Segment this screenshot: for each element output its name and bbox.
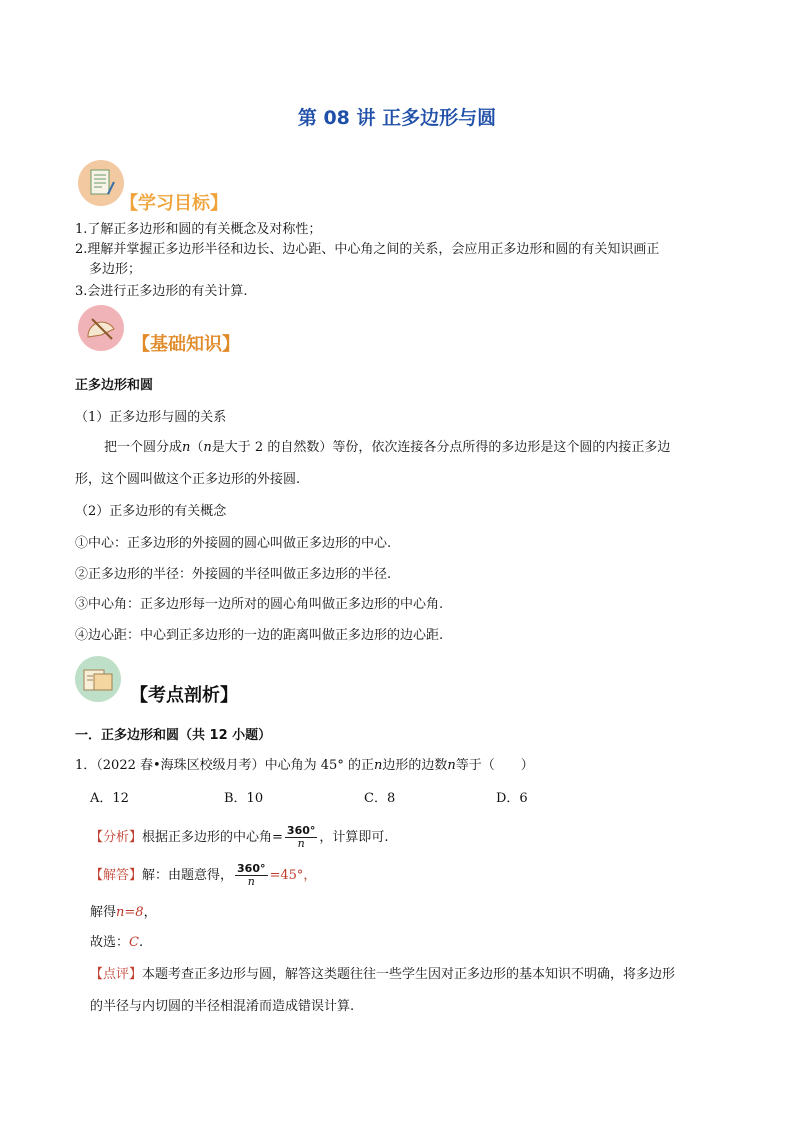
choose-line: 故选：C. (90, 935, 144, 950)
analysis-heading: 【考点剖析】 (130, 685, 238, 706)
comment-line: 的半径与内切圆的半径相混淆而造成错误计算. (90, 999, 355, 1014)
answer-line: 【解答】解：由题意得， $\frac{360^\circ}{n}$ =45°， (90, 862, 317, 888)
concept-item: ④边心距：中心到正多边形的一边的距离叫做正多边形的边心距. (75, 628, 444, 643)
option-c: C．8 (364, 791, 396, 806)
analysis-line: 【分析】根据正多边形的中心角= $\frac{360^\circ}{n}$ ，计算即可. (90, 824, 389, 850)
concept-item: ②正多边形的半径：外接圆的半径叫做正多边形的半径. (75, 567, 392, 582)
documents-icon (75, 656, 121, 702)
basics-subtitle: 正多边形和圆 (75, 378, 154, 393)
notebook-icon (78, 160, 124, 206)
paragraph-text: 形，这个圆叫做这个正多边形的外接圆. (75, 472, 301, 487)
option-d: D．6 (496, 791, 528, 806)
fraction: $\frac{360^\circ}{n}$ (237, 862, 266, 888)
goal-item: 1.了解正多边形和圆的有关概念及对称性； (75, 222, 322, 237)
option-a: A．12 (90, 791, 129, 806)
topic-heading: 一．正多边形和圆（共 12 小题） (75, 728, 272, 743)
solve-line: 解得n=8， (90, 905, 157, 920)
basics-heading: 【基础知识】 (132, 334, 240, 355)
comment-line: 【点评】本题考查正多边形与圆，解答这类题往往一些学生因对正多边形的基本知识不明确，将多边形 (90, 967, 676, 982)
paragraph-title: （1）正多边形与圆的关系 (75, 410, 227, 425)
protractor-icon (78, 305, 124, 351)
option-b: B．10 (224, 791, 264, 806)
goal-item: 多边形； (89, 262, 142, 277)
page-title: 第 08 讲 正多边形与圆 (297, 107, 497, 129)
goal-item: 2.理解并掌握正多边形半径和边长、边心距、中心角之间的关系，会应用正多边形和圆的有关知识画正 (75, 242, 660, 257)
paragraph-title: （2）正多边形的有关概念 (75, 504, 227, 519)
concept-item: ①中心：正多边形的外接圆的圆心叫做正多边形的中心. (75, 536, 392, 551)
question-stem: 1．（2022 春•海珠区校级月考）中心角为 45° 的正n边形的边数n等于（ ） (75, 758, 534, 773)
concept-item: ③中心角：正多边形每一边所对的圆心角叫做正多边形的中心角. (75, 597, 444, 612)
goals-heading: 【学习目标】 (120, 193, 228, 214)
fraction: $\frac{360^\circ}{n}$ (286, 824, 316, 850)
goal-item: 3.会进行正多边形的有关计算. (75, 284, 248, 299)
paragraph-text: 把一个圆分成n（n是大于 2 的自然数）等份，依次连接各分点所得的多边形是这个圆的内接正多边 (104, 440, 671, 455)
